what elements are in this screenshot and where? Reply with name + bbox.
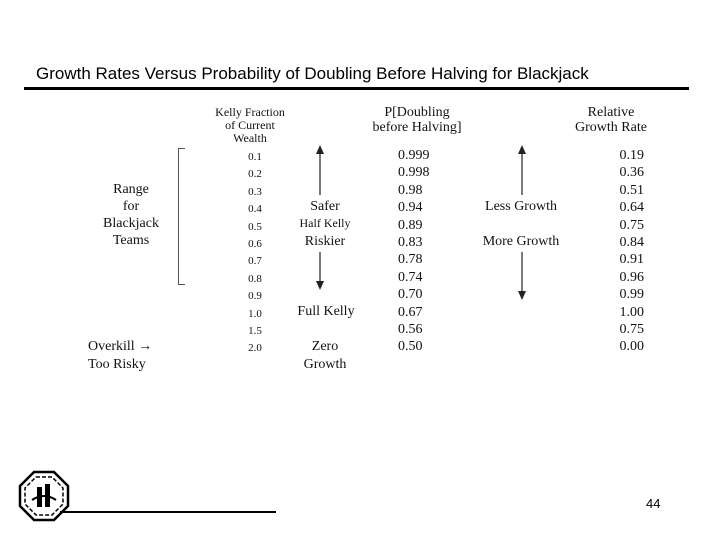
header-growth-line-2: Growth Rate xyxy=(575,120,647,135)
prob-value: 0.70 xyxy=(398,287,423,303)
prob-value: 0.56 xyxy=(398,321,423,337)
prob-value: 0.89 xyxy=(398,217,423,233)
footer-rule xyxy=(60,511,276,513)
kelly-value: 0.7 xyxy=(248,255,262,268)
safer-label: Safer xyxy=(310,199,340,214)
kelly-value: 0.6 xyxy=(248,237,262,250)
prob-value: 0.74 xyxy=(398,269,423,285)
prob-value: 0.94 xyxy=(398,200,423,216)
octagon-logo-icon xyxy=(18,470,70,522)
prob-value: 0.78 xyxy=(398,252,423,268)
prob-value: 0.98 xyxy=(398,182,423,198)
growth-value: 0.64 xyxy=(619,200,644,216)
header-kelly-line-3: Wealth xyxy=(233,131,267,145)
growth-value: 0.75 xyxy=(619,321,644,337)
kelly-value: 0.5 xyxy=(248,220,262,233)
kelly-value: 0.2 xyxy=(248,168,262,181)
full-kelly-label: Full Kelly xyxy=(297,304,355,319)
kelly-value: 1.5 xyxy=(248,324,262,337)
range-label-line-4: Teams xyxy=(112,233,150,248)
zero-label: Zero xyxy=(311,339,339,354)
too-risky-label: Too Risky xyxy=(88,357,146,372)
header-prob-line-1: P[Doubling xyxy=(384,105,450,120)
header-kelly-line-1: Kelly Fraction xyxy=(215,105,285,119)
kelly-value: 0.8 xyxy=(248,272,262,285)
down-arrow-more-growth xyxy=(518,252,526,300)
overkill-label: Overkill → xyxy=(88,339,153,354)
growth-value: 0.96 xyxy=(619,269,644,285)
less-growth-label: Less Growth xyxy=(485,199,557,214)
kelly-value: 0.3 xyxy=(248,185,262,198)
prob-value: 0.998 xyxy=(398,165,430,181)
kelly-value: 0.1 xyxy=(248,151,262,163)
range-label-line-2: for xyxy=(122,199,140,214)
growth-value: 0.00 xyxy=(619,339,644,355)
header-prob-line-2: before Halving] xyxy=(372,120,462,135)
growth-value: 1.00 xyxy=(619,304,644,320)
half-kelly-label: Half Kelly xyxy=(299,216,351,230)
more-growth-label: More Growth xyxy=(482,234,560,249)
growth-value: 0.91 xyxy=(619,252,644,268)
header-growth-line-1: Relative xyxy=(587,105,635,120)
page-number: 44 xyxy=(646,496,661,511)
slide-title: Growth Rates Versus Probability of Doubling Before Halving for Blackjack xyxy=(36,64,589,83)
kelly-value: 0.4 xyxy=(248,203,262,216)
range-label-line-3: Blackjack xyxy=(103,216,159,231)
riskier-label: Riskier xyxy=(304,234,346,249)
growth-value: 0.19 xyxy=(619,148,644,163)
growth-value: 0.36 xyxy=(619,165,644,181)
prob-value: 0.67 xyxy=(398,304,423,320)
growth-word-label: Growth xyxy=(303,357,347,372)
growth-value: 0.99 xyxy=(619,287,644,303)
up-arrow-less-growth xyxy=(518,145,526,195)
range-label-line-1: Range xyxy=(113,182,149,197)
down-arrow-riskier xyxy=(316,252,324,290)
prob-value: 0.50 xyxy=(398,339,423,355)
kelly-value: 0.9 xyxy=(248,290,262,303)
growth-value: 0.75 xyxy=(619,217,644,233)
prob-value: 0.83 xyxy=(398,234,423,250)
up-arrow-safer xyxy=(316,145,324,195)
prob-value: 0.999 xyxy=(398,148,430,163)
kelly-value: 1.0 xyxy=(248,307,262,320)
kelly-value: 2.0 xyxy=(248,342,262,355)
growth-value: 0.51 xyxy=(619,182,644,198)
header-kelly-line-2: of Current xyxy=(225,118,275,132)
growth-value: 0.84 xyxy=(619,234,644,250)
